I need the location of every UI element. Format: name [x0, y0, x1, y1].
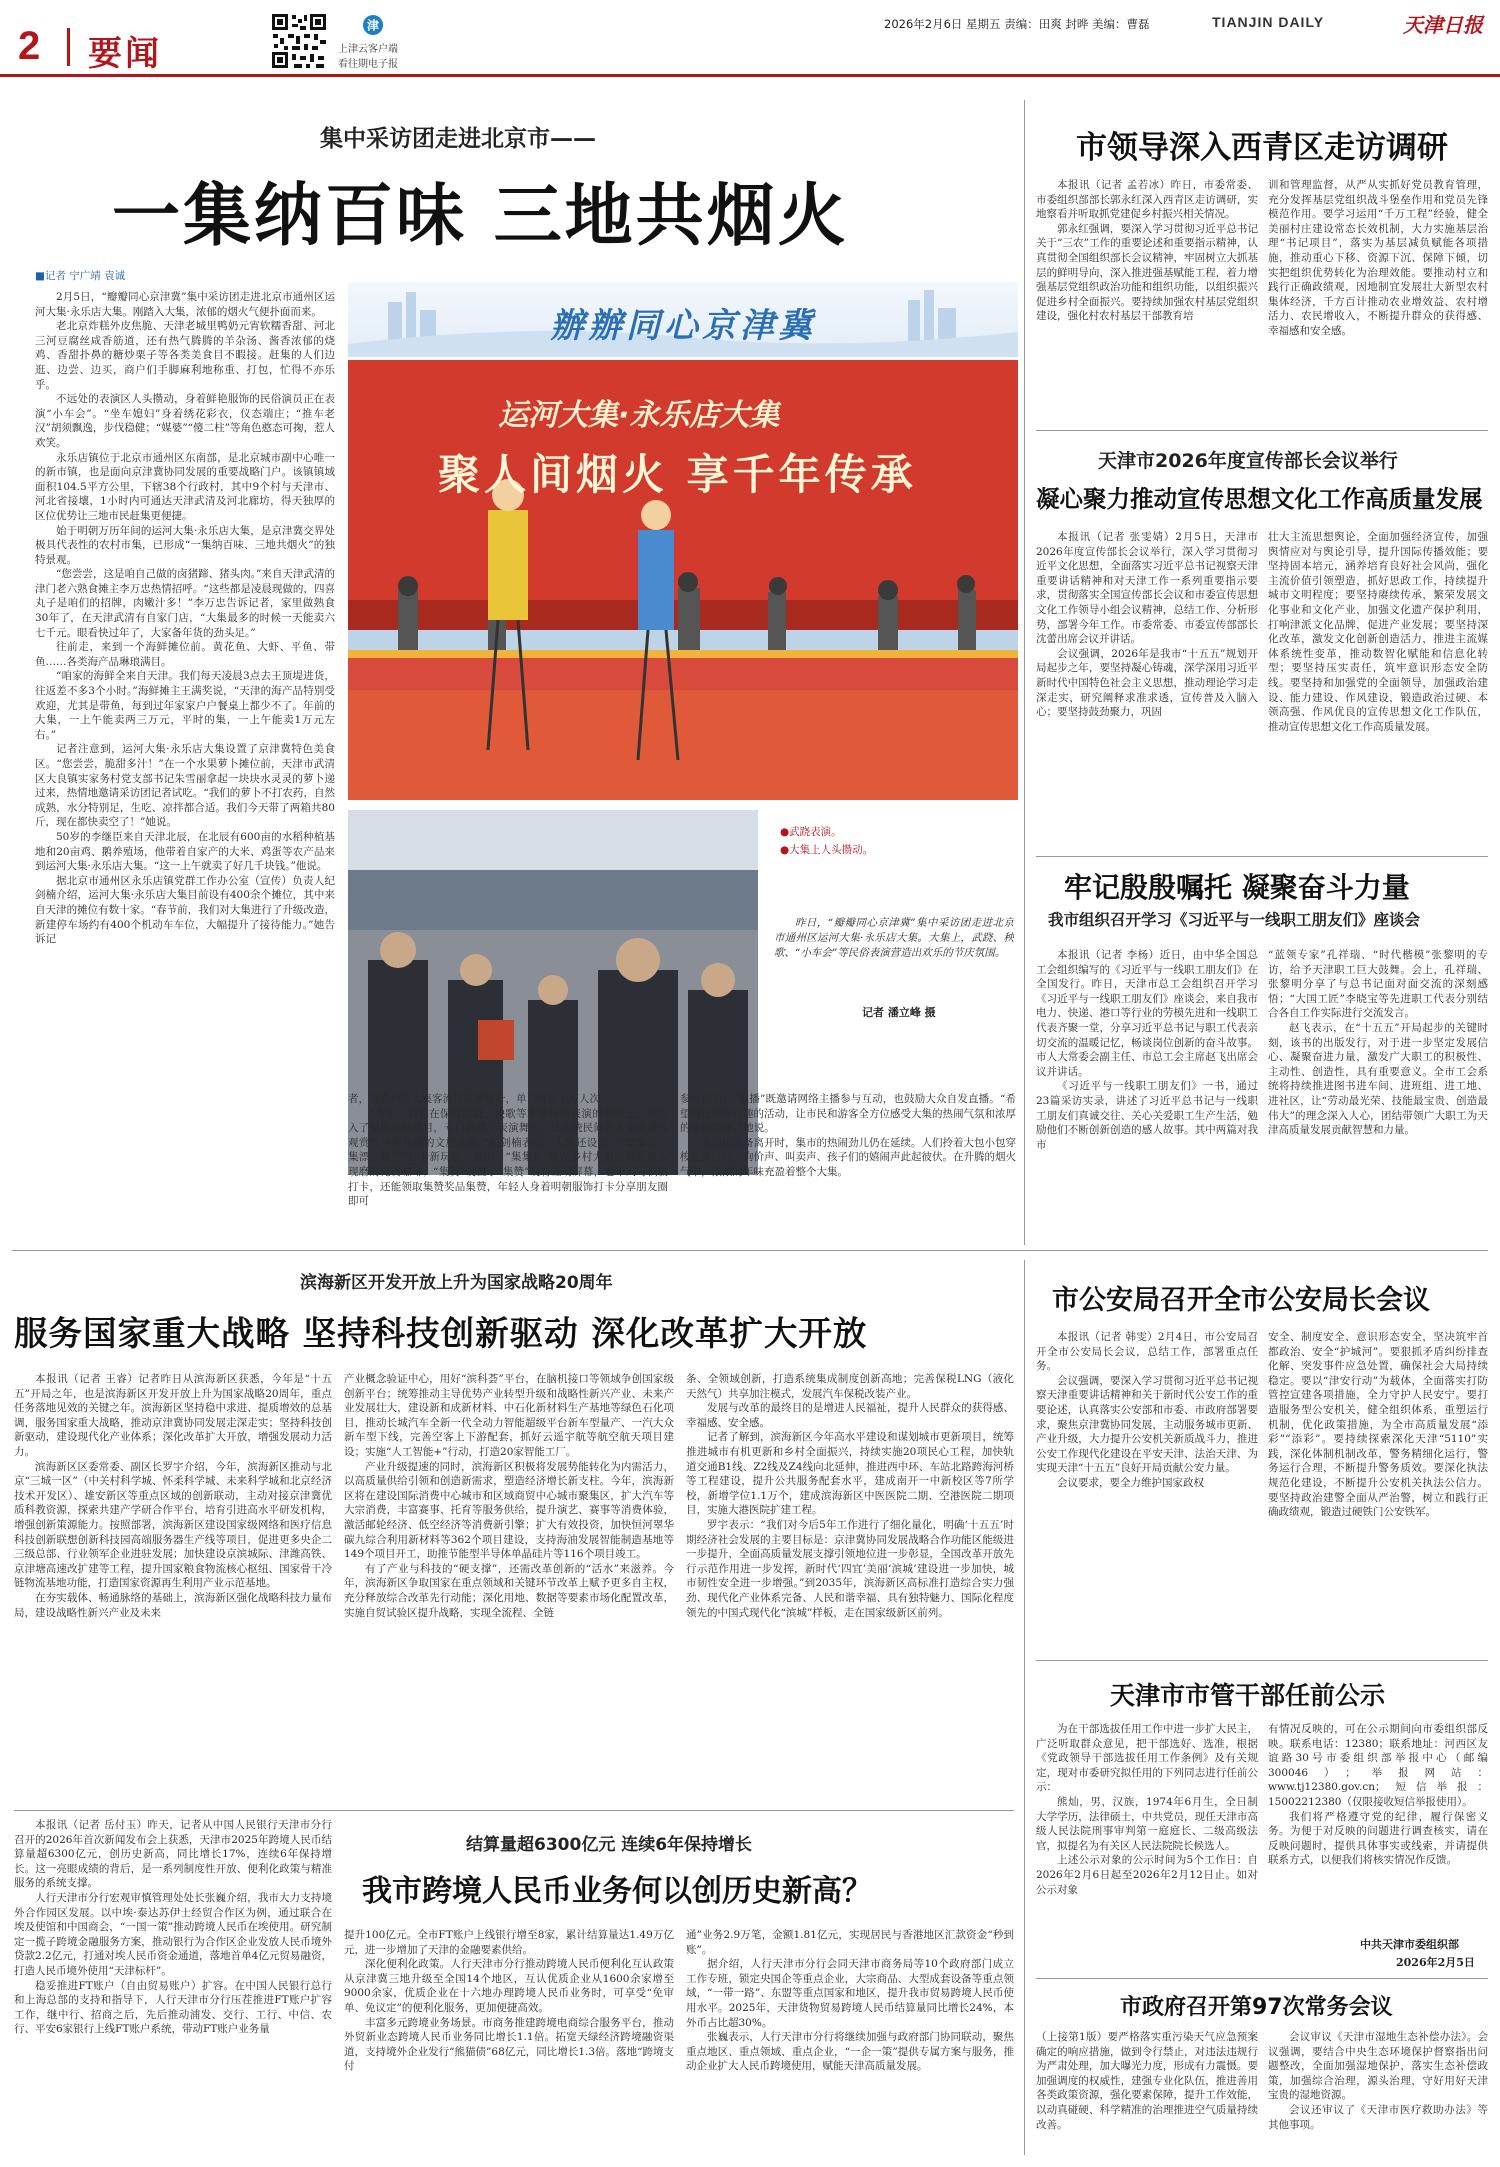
news-para: 产业升级提速的同时，滨海新区积极将发展势能转化为内需活力，以高质量供给引领和创造新需求，塑造经济增长新支柱。今年，滨海新区将在建设国际消费中心城市和区域商贸中心城市聚集区，扩大汽车等大宗消费，丰富赛事、托育等服务供给，提升演艺、赛事等消费体验，激活邮轮经济、低空经济等消费新引擎；扩大有效投资，加快恒河翠华碳九综合利用新材料等362个项目建设，支持海油发展智能制造基地等149个项目开工，助推节能型半导体单晶硅片等116个项目竣工。 — [344, 1460, 674, 1561]
column-divider — [1024, 100, 1025, 1245]
news-para: 据介绍，人行天津市分行会同天津市商务局等10个政府部门成立工作专班，锁定央国企等重点企业，大宗商品、大型成套设备等重点领域，“一带一路”、东盟等重点国家和地区，提升我市贸易跨境人民币使用水平。2025年，天津货物贸易跨境人民币结算量同比增长24%，本外币占比超30%。 — [686, 1958, 1014, 2029]
right3-subhead: 我市组织召开学习《习近平与一线职工朋友们》座谈会 — [1048, 911, 1421, 929]
lead-para: 始于明朝万历年间的运河大集·永乐店大集，是京津冀交界处极具代表性的农村市集，已形成“一集纳百味、三地共烟火”的独特景观。 — [35, 524, 335, 566]
news-para: （上接第1版）要严格落实重污染天气应急预案确定的响应措施，做到令行禁止，对违法违规行为严肃处理，加大曝光力度，形成有力震慑。要加强调度的权威性，建强专业化队伍，推进善用各类政策资源，强化要素保障，提升工作效能，以动真碰硬、科学精准的治理推进空气质量持续改善。 — [1036, 2031, 1258, 2131]
govt-col2 — [1268, 2030, 1488, 2158]
cadre-headline: 天津市市管干部任前公示 — [1110, 1681, 1386, 1710]
lead-para: 老北京炸糕外皮焦脆、天津老城里鸭奶元宵软糯香甜、河北三河豆腐丝咸香筋道，还有热气腾腾的羊杂汤、酱香浓郁的烧鸡、香甜扑鼻的糖炒栗子等各类美食目不暇接。赶集的人们边逛、边尝、边买，商户们手脚麻利地称重、打包，忙得不亦乐乎。 — [35, 320, 335, 391]
qr-caption-line2: 看往期电子报 — [338, 59, 398, 70]
news-para: 产业概念验证中心，用好“滨科荟”平台，在脑机接口等领域争创国家级创新平台；统筹推动主导优势产业转型升级和战略性新兴产业、未来产业发展壮大，建设新和成新材料、中石化新材料生产基地等绿色石化项目，推动长城汽车全新一代全动力智能超级平台新车型量产、一汽大众新车型下线，完善空客上下游配套，抓好云遥宇航等航空航天项目建设；实施“人工智能+”行动，打造20家智能工厂。 — [344, 1373, 674, 1458]
news-para: 通”业务2.9万笔，金额1.81亿元，实现居民与香港地区汇款资金“秒到账”。 — [686, 1929, 1014, 1956]
govt-headline: 市政府召开第97次常务会议 — [1120, 1995, 1393, 2020]
news-para: 本报讯（记者 李杨）近日，由中华全国总工会组织编写的《习近平与一线职工朋友们》在全国发行。昨日，天津市总工会组织召开学习《习近平与一线职工朋友们》座谈会，来自我市电力、快递、港口等行业的劳模先进和一线职工代表齐聚一堂，分享习近平总书记与职工代表亲切交流的温暖记忆，畅谈岗位创新的奋斗故事。市人大常委会副主任、市总工会主席赵飞出席会议并讲话。 — [1036, 949, 1258, 1078]
photo-caption: 昨日，“瓣瓣同心京津冀”集中采访团走进北京市通州区运河大集·永乐店大集。大集上，武跷、秧歌、“小车会”等民俗表演营造出欢乐的节庆氛围。 — [774, 917, 1014, 959]
news-para: 稳妥推进FT账户（自由贸易账户）扩容。在中国人民银行总行和上海总部的支持和指导下，人行天津市分行压茬推进FT账户扩容工作，继中行、招商之后，先后推动浦发、交行、工行、中信、农行、平安6家银行上线FT账户系统，带动FT账户业务量 — [14, 1979, 332, 2036]
section-name: 要闻 — [88, 34, 162, 74]
lead-para: 据北京市通州区永乐店镇党群工作办公室（宣传）负责人纪剑楠介绍，运河大集·永乐店大集目前设有400余个摊位，其中来自天津的摊位有数十家。“春节前，我们对大集进行了升级改造，新建停车场约有400个机动车车位，大幅提升了接待能力。”她告诉记 — [35, 874, 335, 946]
news-para: 有了产业与科技的“硬支撑”，还需改革创新的“活水”来滋养。今年，滨海新区争取国家在重点领域和关键环节改革上赋予更多自主权，充分释放综合改革先行动能；深化用地、数据等要素市场化配置改革，实施自贸试验区提升战略，实现全流程、全链 — [344, 1562, 674, 1619]
news-para: 滨海新区区委常委、副区长罗宇介绍，今年，滨海新区推动与北京“三城一区”（中关村科学城、怀柔科学城、未来科学城和北京经济技术开发区）、雄安新区等重点区域的创新联动，主动对接京津冀优质科教资源，探索共建产学研合作平台，培育引进高水平研发机构，增强创新策源能力。按照部署，滨海新区建设国家级网络和医疗信息科技创新联想创新科技园高端服务器生产线等项目，促进更多央企二三级总部、行业领军企业进驻发展；加快建设京滨城际、津潍高铁、京津塘高速改扩建等工程，提升国家粮食物流核心枢纽、国家骨干冷链物流基地功能，打造国家资源再生利用产业示范基地。 — [14, 1460, 332, 1590]
lead-para: 参与活动；“集播”既邀请网络主播参与互动，也鼓励大众自发直播。“希望通过这些有趣的活动，让市民和游客全方位感受大集的热闹气氛和浓厚的年俗韵味。”她说。 — [680, 1093, 1016, 1135]
lead-para: “今年，我们在保留武跷、秧歌等本地民俗表演的基础上，还引入了吴桥杂技项目，专门搭建了表演舞台，让传统民间艺术变成兼具观赏性与参与感的文旅体验。”纪剑楠表示，大集还设置了“集集乐、集漂、集赞”打卡新玩法。其中，“集集乐”能在乡村大集喝到机器人现磨的免费咖啡；“集赞”设置了“集赞”设有互动屏幕，老年人可积极打卡，还能领取集赞奖品集赞，年轻人身着明朝服饰打卡分享朋友圈即可 — [348, 1107, 668, 1208]
lead-para: 记者注意到，运河大集·永乐店大集设置了京津冀特色美食区。“您尝尝，脆甜多汁！”在一个水果萝卜摊位前，天津市武清区大良镇实家务村党支部书记朱雪丽拿起一块块水灵灵的萝卜递过来，热情地邀请采访团记者试吃。“我们的萝卜不打农药，自然成熟，水分特别足，生吃、凉拌都合适。我们今天带了两箱共80斤，现在都快卖空了！”她说。 — [35, 743, 335, 829]
news-para: 《习近平与一线职工朋友们》一书，通过23篇采访实录，讲述了习近平总书记与一线职工朋友们真诚交往、关心关爱职工生产生活，勉励他们不断创新创造的感人故事。其中两篇对我市 — [1036, 1080, 1258, 1151]
news-para: 上述公示对象的公示时间为5个工作日：自2026年2月6日起至2026年2月12日止。如对公示对象 — [1036, 1854, 1258, 1896]
paper-name-cn: 天津日报 — [1403, 13, 1483, 37]
qr-caption-line1: 上津云客户端 — [338, 44, 398, 55]
news-para: 我们将严格遵守党的纪律，履行保密义务。为便于对反映的问题进行调查核实，请在反映问题时，提供具体事实或线索，并请提供联系方式，以便我们将核实情况作反馈。 — [1268, 1810, 1488, 1867]
lead-para: 不远处的表演区人头攒动，身着鲜艳服饰的民俗演员正在表演“小车会”。“坐车媳妇”身着绣花彩衣，仪态端庄；“推车老汉”胡须飘逸，步伐稳健；“媒婆”“傻二柱”等角色憨态可掬，惹人欢笑。 — [35, 393, 335, 449]
news-para: 提升100亿元。全市FT账户上线银行增至8家，累计结算量达1.49万亿元，进一步增加了天津的金融要素供给。 — [344, 1929, 674, 1956]
news-para: 本报讯（记者 王睿）记者昨日从滨海新区获悉，今年是“十五五”开局之年，也是滨海新区开发开放上升为国家战略20周年，重点任务落地见效的关键之年。滨海新区坚持稳中求进、提质增效的总基调，服务国家重大战略，推动京津冀协同发展走深走实；坚持科技创新驱动，建设现代化产业体系；深化改革扩大开放，增强发展动力活力。 — [14, 1373, 332, 1458]
header-divider — [67, 28, 70, 66]
news-para: 条、全领域创新，打造系统集成制度创新高地；完善保税LNG（液化天然气）共享加注模式，发展汽车保税改装产业。 — [686, 1373, 1014, 1400]
lead-col1 — [35, 290, 335, 1230]
news-para: 壮大主流思想舆论，全面加强经济宣传，加强舆情应对与舆论引导，提升国际传播效能；要坚持固本培元，涵养培育良好社会风尚，强化主流价值引领塑造，抓好思政工作，持续提升城市文明程度；要坚持赓续传承，繁荣发展文化事业和文化产业，加强文化遗产保护利用，打响津派文化品牌，促进产业发展；要坚持深化改革，激发文化创新创造活力，推进主流媒体系统性变革，推动数智化赋能和信息化转型；要坚持压实责任，筑牢意识形态安全防线。要坚持和加强党的全面领导，加强政治建设、能力建设、作风建设，锻造政治过硬、本领高强、作风优良的宣传思想文化工作队伍，推动宣传思想文化工作高质量发展。 — [1268, 531, 1488, 733]
lead-para: 往前走，来到一个海鲜摊位前。黄花鱼、大虾、平鱼、带鱼……各类海产品琳琅满目。 — [35, 641, 335, 668]
news-para: 本报讯（记者 孟若冰）昨日，市委常委、市委组织部部长郭永红深入西青区走访调研，实地察看并听取抓党建促乡村振兴相关情况。 — [1036, 179, 1258, 221]
binhai-headline: 服务国家重大战略 坚持科技创新驱动 深化改革扩大开放 — [14, 1314, 868, 1353]
news-para: 会议还审议了《天津市医疗救助办法》等其他事项。 — [1268, 2103, 1488, 2131]
right3-headline: 牢记殷殷嘱托 凝聚奋斗力量 — [1064, 871, 1410, 904]
rmb-col1 — [14, 1818, 332, 2158]
news-para: 赵飞表示，在“十五五”开局起步的关键时刻，该书的出版发行，对于进一步坚定发展信心、凝聚奋进力量，激发广大职工的积极性、主动性、创造性，具有重要意义。全市工会系统将持续推进图书进车间、进班组、进工地、进社区，让“劳动最光荣、技能最宝贵、创造最伟大”的理念深入人心，团结带领广大职工为天津高质量发展贡献智慧和力量。 — [1268, 1021, 1488, 1137]
lead-headline: 一集纳百味 三地共烟火 — [112, 177, 849, 256]
news-para: 发展与改革的最终目的是增进人民福祉，提升人民群众的获得感、幸福感、安全感。 — [686, 1402, 1014, 1429]
rmb-kicker: 结算量超6300亿元 连续6年保持增长 — [466, 1835, 753, 1855]
news-para: 有情况反映的，可在公示期间向市委组织部反映。联系电话：12380；联系地址：河西区友谊路30号市委组织部举报中心（邮编300046）；举报网站：www.tj12380.gov.cn；短信举报：15002212380（仅限接收短信举报使用）。 — [1268, 1723, 1488, 1808]
news-para: 记者了解到，滨海新区今年高水平建设和谋划城市更新项目，统筹推进城市有机更新和乡村全面振兴，持续实施20项民心工程，加快轨道交通B1线、Z2线及Z4线向北延伸，推进西中环、车站北路跨海河桥等工程建设，提升公共服务配套水平，建成南开一中新校区等7所学校，新增学位1.1万个，建成滨海新区中医医院二期、空港医院二期项目，实施大港医院扩建工程。 — [686, 1431, 1014, 1517]
lead-col2 — [348, 1092, 668, 1232]
banner-text: 辦辦同心京津冀 — [550, 306, 816, 346]
news-para: 会议审议《天津市湿地生态补偿办法》。会议强调，要结合中央生态环境保护督察指出问题整改，全面加强湿地保护，落实生态补偿政策，加强综合治理，源头治理，守好用好天津宝贵的湿地资源。 — [1268, 2031, 1488, 2102]
cadre-col2 — [1268, 1722, 1488, 1932]
section-divider — [12, 1250, 1488, 1251]
news-para: 会议强调，要深入学习贯彻习近平总书记视察天津重要讲话精神和关于新时代公安工作的重要论述，认真落实公安部和市委、市政府部署要求，聚焦京津冀协同发展，主动服务城市更新、产业升级，大力提升公安机关新质战斗力，推进公安工作现代化建设在平安天津、法治天津、为实现天津“十五五”良好开局贡献公安力量。 — [1036, 1374, 1258, 1475]
news-para: 本报讯（记者 张雯婧）2月5日，天津市2026年度宣传部长会议举行，深入学习贯彻习近平文化思想，全面落实习近平总书记视察天津重要讲话精神和对天津工作一系列重要指示要求，贯彻落实全国宣传部长会议和市委宣传思想文化工作领导小组会议精神，总结工作、分析形势，部署今年工作。市委常委、市委宣传部部长沈蕾出席会议并讲话。 — [1036, 531, 1258, 646]
police-headline: 市公安局召开全市公安局长会议 — [1052, 1285, 1430, 1316]
svg-text:津: 津 — [366, 18, 380, 33]
divider — [14, 1810, 1014, 1811]
news-para: 张巍表示，人行天津市分行将继续加强与政府部门协同联动，聚焦重点地区、重点领域、重点企业，“一企一策”提供专属方案与服务，推动企业扩大人民币跨境使用，赋能天津高质量发展。 — [686, 2031, 1014, 2073]
right1-headline: 市领导深入西青区走访调研 — [1076, 130, 1448, 166]
news-para: 会议强调，2026年是我市“十五五”规划开局起步之年，要坚持凝心铸魂，深学深用习近平新时代中国特色社会主义思想，推动理论学习走深走实，研究阐释求准求透，宣传普及入脑入心；要坚持鼓劲聚力，巩固 — [1036, 647, 1258, 719]
divider — [1036, 1978, 1488, 1979]
right1-col2 — [1268, 178, 1488, 418]
lead-para: 永乐店镇位于北京市通州区东南部，是北京城市副中心唯一的新市镇，也是面向京津冀协同发展的重要战略门户。该镇镇域面积104.5平方公里，下辖38个行政村，其中9个村与天津市、河北省接壤，1小时内可通达天津武清及河北廊坊，得天独厚的区位优势让三地市民赶集更便捷。 — [35, 451, 335, 522]
right3-col1 — [1036, 948, 1258, 1238]
photo-credit: 记者 潘立峰 摄 — [862, 1006, 936, 1019]
photo-stilt-performance — [348, 360, 1018, 800]
stage-sign-line1: 运河大集·永乐店大集 — [498, 398, 780, 433]
news-para: 本报讯（记者 韩雯）2月4日，市公安局召开全市公安局长会议，总结工作，部署重点任务。 — [1036, 1331, 1258, 1373]
banner-logo — [348, 282, 1018, 357]
police-col2 — [1268, 1330, 1488, 1650]
news-para: 会议要求，要全力维护国家政权 — [1057, 1476, 1204, 1489]
rmb-col3 — [686, 1928, 1014, 2158]
right1-col1 — [1036, 178, 1258, 418]
news-para: 人行天津市分行宏观审慎管理处处长张巍介绍，我市大力支持境外合作园区发展。以中埃·泰达苏伊士经贸合作区为例，通过联合在埃及使馆和中国商会，“一国一策”推动跨境人民币在埃使用。研究制定一揽子跨境金融服务方案，推动银行为合作区企业发放人民币境外贷款2.2亿元，打通对埃人民币资金通道，落地首单4亿元贸易融资，打造人民币境外使用“天津标杆”。 — [14, 1891, 332, 1977]
column-divider — [1024, 1260, 1025, 2155]
govt-col1 — [1036, 2030, 1258, 2158]
lead-col3 — [680, 1092, 1016, 1232]
news-para: 训和管理监督，从严从实抓好党员教育管理，充分发挥基层党组织战斗堡垒作用和党员先锋模范作用。要学习运用“千万工程”经验，健全美丽村庄建设常态长效机制，大力实施基层治理“书记项目”，落实为基层减负赋能各项措施，推动重心下移、资源下沉、保障下倾，切实把组织优势转化为治理效能。要推动村立和践行正确政绩观，因地制宜发展壮大新型农村集体经济，千方百计推动农业增效益、农村增活力、农民增收入，不断提升群众的获得感、幸福感和安全感。 — [1268, 179, 1488, 337]
binhai-col3 — [686, 1372, 1014, 1802]
qr-code-icon[interactable] — [270, 12, 328, 70]
lead-byline: ■记者 宁广靖 袁诚 — [35, 270, 126, 282]
lead-para: 采访团准备离开时，集市的热闹劲儿仍在延续。人们拎着大包小包穿梭在摊位间，询价声、叫卖声、孩子们的嬉闹声此起彼伏。在升腾的烟火气中，浓浓的年味充盈着整个大集。 — [680, 1136, 1016, 1178]
news-para: “蓝领专家”孔祥瑞、“时代楷模”张黎明的专访，给予天津职工巨大鼓舞。会上，孔祥瑞、张黎明分享了与总书记面对面交流的深刻感悟；“大国工匠”李晓宝等先进职工代表分别结合各自工作实际进行交流发言。 — [1268, 949, 1488, 1020]
date-line: 2026年2月6日 星期五 责编：田爽 封晔 美编：曹磊 — [884, 17, 1150, 31]
lead-para: 2月5日，“瓣瓣同心京津冀”集中采访团走进北京市通州区运河大集·永乐店大集。刚踏入大集，浓郁的烟火气便扑面而来。 — [35, 291, 335, 318]
cadre-col1 — [1036, 1722, 1258, 1982]
paper-name-en: TIANJIN DAILY — [1212, 14, 1325, 30]
cadre-signature-org: 中共天津市委组织部 — [1360, 1938, 1459, 1951]
binhai-kicker: 滨海新区开发开放上升为国家战略20周年 — [300, 1273, 613, 1293]
right2-kicker: 天津市2026年度宣传部长会议举行 — [1098, 450, 1398, 472]
cadre-signature-date: 2026年2月5日 — [1396, 1956, 1475, 1969]
rmb-col2 — [344, 1928, 674, 2158]
news-para: 在夯实载体、畅通脉络的基础上，滨海新区强化战略科技力量布局，建设战略性新兴产业及未来 — [14, 1591, 332, 1619]
right2-headline: 凝心聚力推动宣传思想文化工作高质量发展 — [1036, 485, 1483, 513]
masthead-rule — [0, 74, 1500, 77]
lead-kicker: 集中采访团走进北京市—— — [320, 126, 596, 152]
binhai-col1 — [14, 1372, 332, 1802]
news-para: 罗宇表示：“我们对今后5年工作进行了细化量化，明确‘十五五’时期经济社会发展的主要目标是：京津冀协同发展战略合作功能区能级进一步提升，全面高质量发展支撑引领地位进一步彰显，全国改革开放先行示范作用进一步发挥，新时代‘四宜’美丽‘滨城’建设进一步加快，城市韧性安全进一步增强。”到2035年，滨海新区高标准打造综合实力强劲、现代化产业体系完备、人民和谐幸福、具有独特魅力、国际化程度领先的中国式现代化“滨城”样板，走在国家级新区前列。 — [686, 1518, 1014, 1619]
lead-para: “咱家的海鲜全来自天津。我们每天凌晨3点去王顶堤进货，往返差不多3个小时。”海鲜摊主王满奖说，“天津的海产品特别受欢迎，尤其是带鱼，每到过年家家户户餐桌上都少不了。年前的大集，一上午能卖两三万元，平时的集，一上午能卖1万元左右。” — [35, 670, 335, 741]
page-header — [0, 0, 1500, 78]
news-para: 本报讯（记者 岳付玉）昨天，记者从中国人民银行天津市分行召开的2026年首次新闻发布会上获悉，天津市2025年跨境人民币结算量超6300亿元，创历史新高，同比增长17%，连续6年保持增长。这一亮眼成绩的背后，是一系列制度性开放、便利化政策与精准服务的系统支撑。 — [14, 1819, 332, 1890]
news-para: 安全、制度安全、意识形态安全，坚决筑牢首都政治、安全“护城河”。要狠抓矛盾纠纷排查化解、突发事件应急处置，确保社会大局持续稳定。要以“津安行动”为载体，全面落实打防管控宣建各项措施，全力守护人民安宁。要打造服务型公安机关，健全组织体系，重塑运行机制，优化政策措施，为全市高质量发展“添彩”“添彩”。要持续探索深化天津“5110”实践，深化体制机制改革，警务精细化运行，警务运行合理，不断提升警务质效。要深化执法规范化建设，不断提升公安机关执法公信力。要坚持政治建警全面从严治警，树立和践行正确政绩观，锻造过硬铁门公安铁军。 — [1268, 1331, 1488, 1519]
stage-sign-line2: 聚人间烟火 享千年传承 — [438, 450, 917, 499]
news-para: 郭永红强调，要深入学习贯彻习近平总书记关于“三农”工作的重要论述和重要指示精神，认真贯彻全国组织部长会议精神，牢固树立大抓基层的鲜明导向，深入推进强基赋能工程，着力增强基层党组织政治功能和组织功能，以组织振兴促进乡村全面振兴。要持续加强农村基层党组织建设，强化村农村基层干部教育培 — [1036, 222, 1258, 323]
divider — [1036, 430, 1488, 431]
right3-col2 — [1268, 948, 1488, 1238]
police-col1 — [1036, 1330, 1258, 1650]
news-para: 丰富多元跨境业务场景。市商务推建跨境电商综合服务平台，推动外贸新业态跨境人民币业务同比增长1.1倍。拓宽天绿经济跨境融资渠道，支持境外企业发行“熊猫债”68亿元，同比增长1.3倍。落地“跨境支付 — [344, 2016, 674, 2073]
divider — [1036, 856, 1488, 857]
page-number: 2 — [18, 24, 41, 68]
news-para: 深化便利化政策。人行天津市分行推动跨境人民币便利化互认政策从京津冀三地升级至全国14个地区，互认优质企业从1600余家增至9000余家，优质企业在十六地办理跨境人民币业务时，可享受“免审单、免议定”的便利化服务，更加便捷高效。 — [344, 1958, 674, 2014]
news-para: 为在干部选拔任用工作中进一步扩大民主，广泛听取群众意见，把干部选好、选准，根据《党政领导干部选拔任用工作条例》及有关规定，现对市委研究拟任用的下列同志进行任前公示： — [1036, 1723, 1258, 1794]
photo-note-1: ●武跷表演。 — [780, 826, 842, 838]
app-logo-icon — [362, 14, 384, 36]
right2-col2 — [1268, 530, 1488, 850]
photo-note-2: ●大集上人头攒动。 — [780, 844, 874, 856]
rmb-headline: 我市跨境人民币业务何以创历史新高？ — [362, 1874, 872, 1909]
right2-col1 — [1036, 530, 1258, 850]
binhai-col2 — [344, 1372, 674, 1802]
lead-para: “您尝尝，这是咱自己做的卤猪蹄、猪头肉。”来自天津武清的津门老六熟食摊主李万忠热情招呼。“这些都是凌晨现做的，四喜丸子是咱们的招牌，肉嫩汁多！”李万忠告诉记者，家里做熟食30年了，在天津武清有自家门店，“大集最多的时候一天能卖六七千元。眼看快过年了，大家备年货的劲头足。” — [35, 568, 335, 639]
lead-para: 50岁的李继臣来自天津北辰，在北辰有600亩的水稻种植基地和20亩鸡、鹅养殖场，他带着自家产的大米、鸡蛋等农产品来到运河大集·永乐店大集。“这一上午就卖了好几千块钱。”他说。 — [35, 830, 335, 873]
lead-para: 者，改造后的大集客流量显著提升，单日可达上万人次。 — [348, 1093, 611, 1105]
news-para: 熊灿，男，汉族，1974年6月生，全日制大学学历，法律硕士，中共党员，现任天津市高级人民法院刑事审判第一庭庭长、二级高级法官，拟提名为有关区人民法院院长候选人。 — [1036, 1795, 1258, 1852]
divider — [1036, 1660, 1488, 1661]
